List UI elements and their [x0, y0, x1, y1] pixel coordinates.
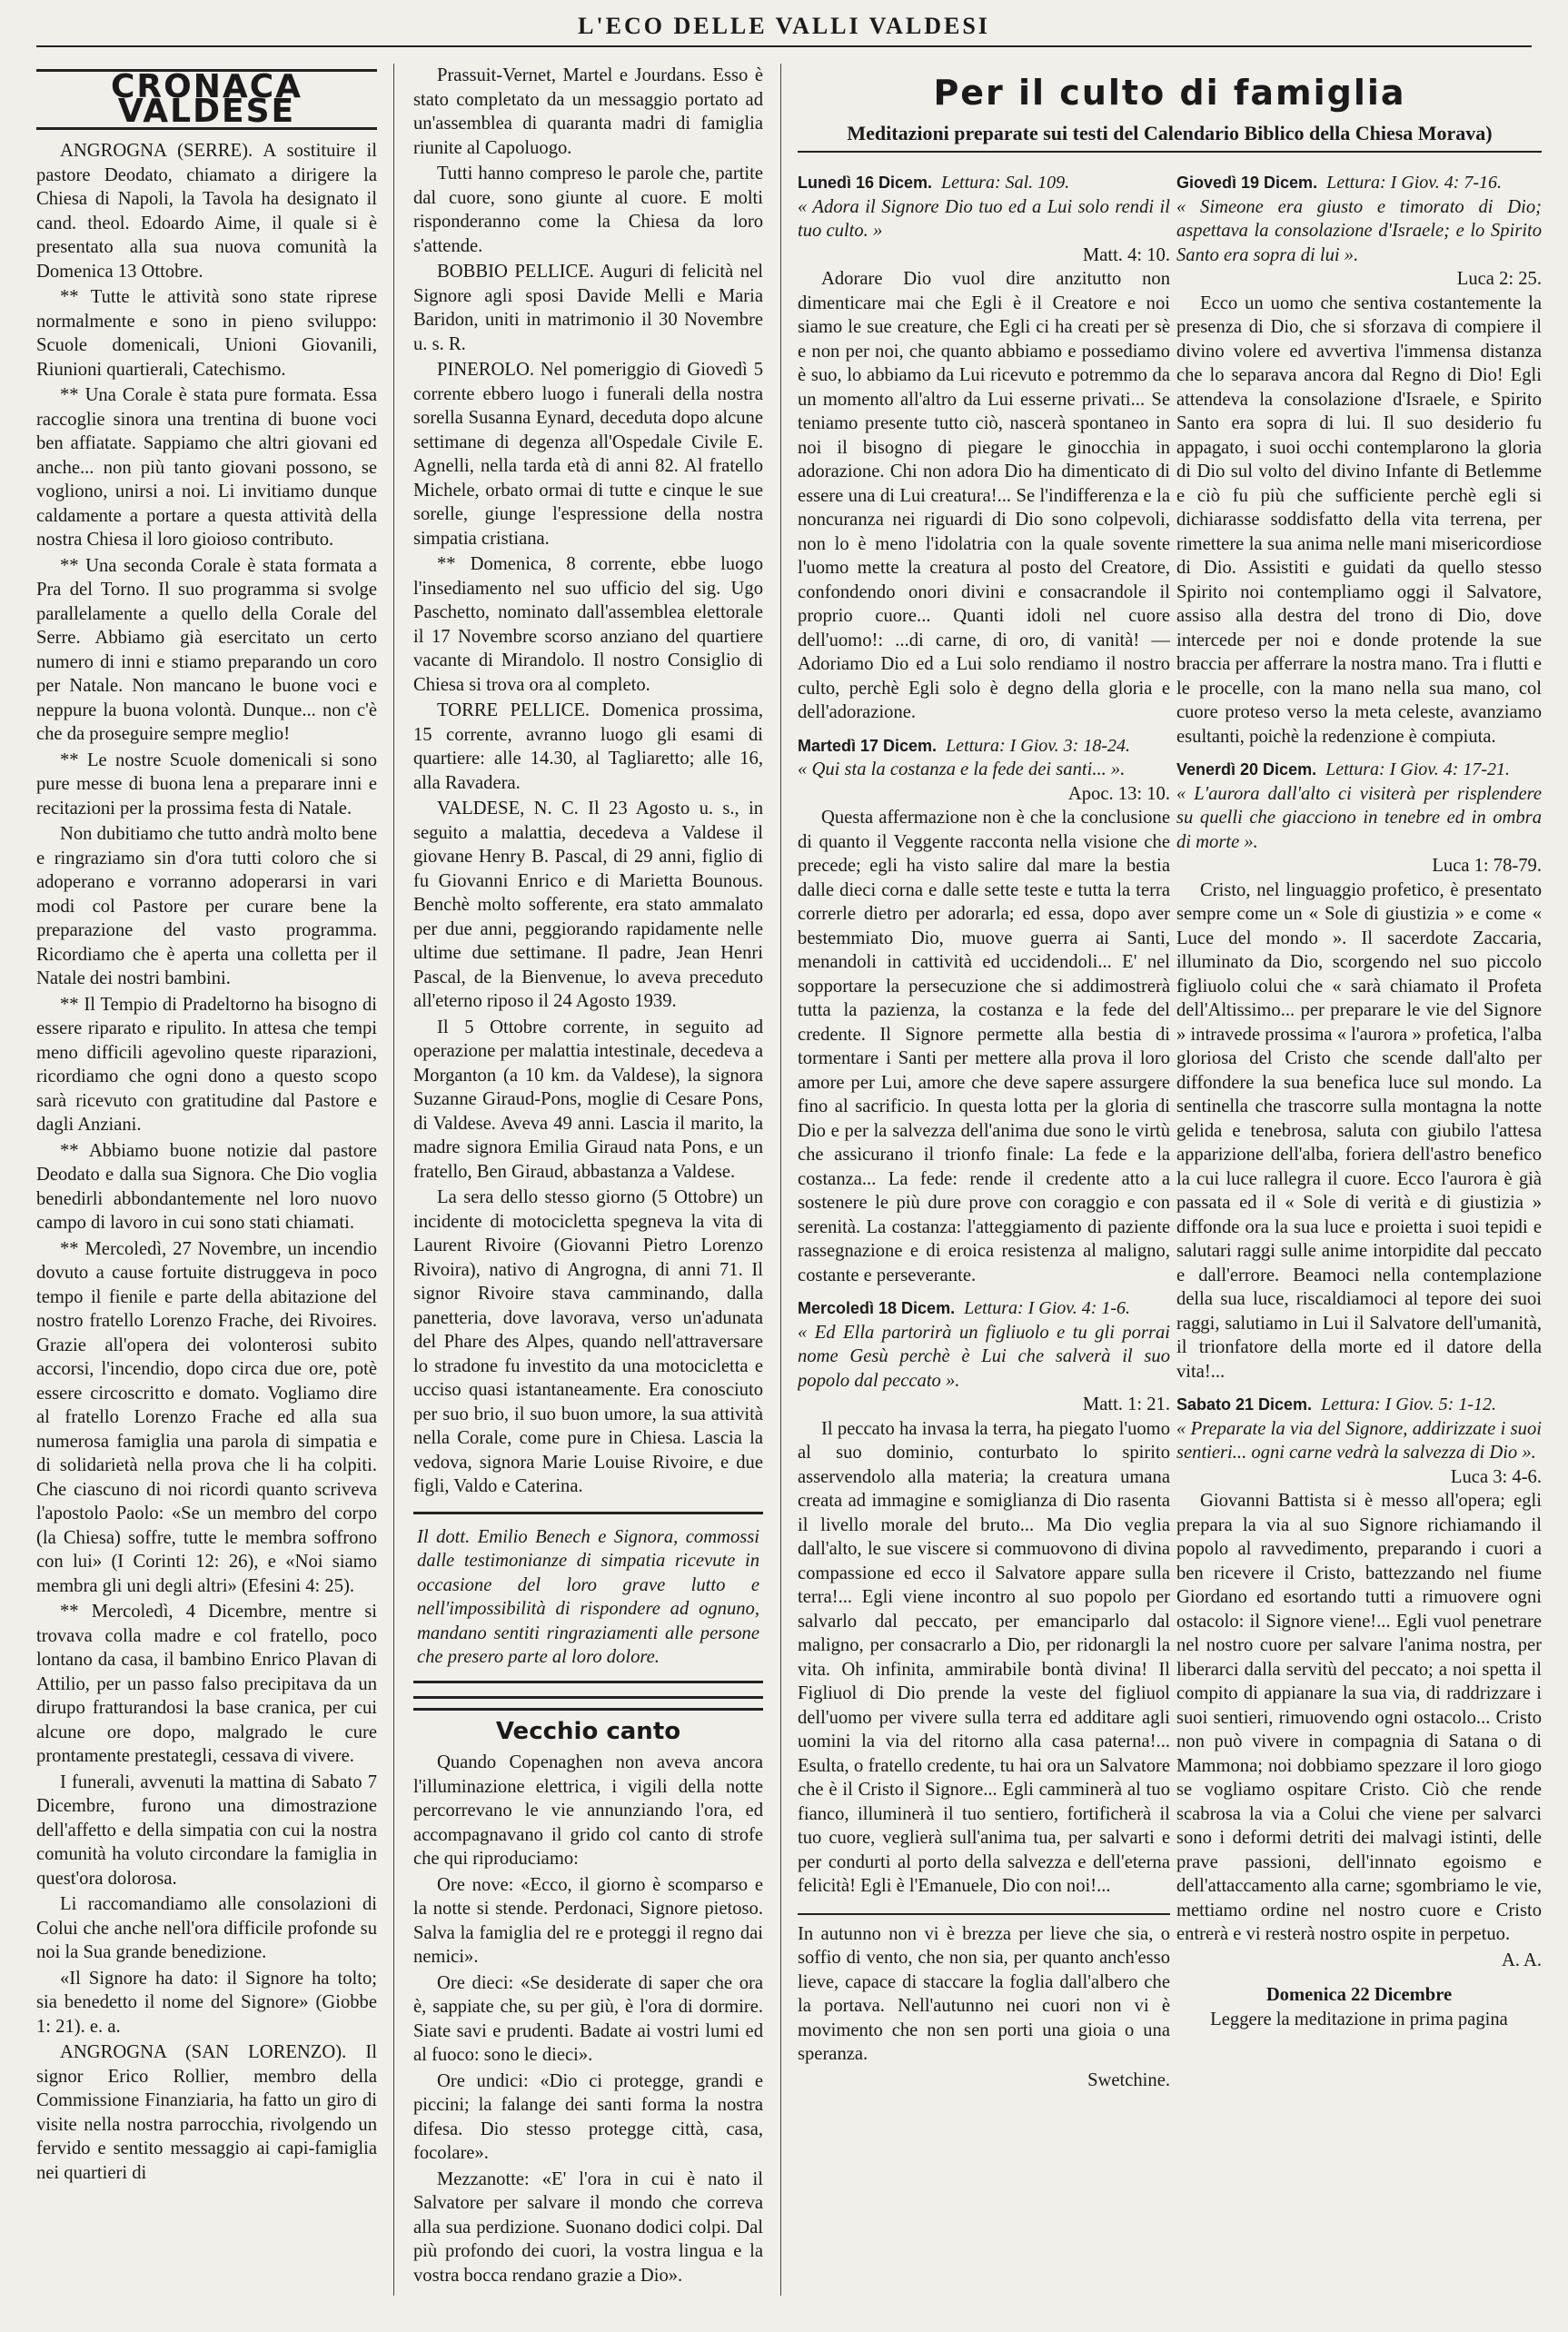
paragraph: ** Una Corale è stata pure formata. Essa raccoglie sinora una trentina di buone voci ben affiatate. Sappiamo che altri giovani ed anche... non più tanto giovani possono, se vogliono, unirsi a noi. Li invitiamo dunque caldamente a portare a questa attività della nostra Chiesa il loro gioioso contributo.	[36, 385, 377, 550]
paragraph: PINEROLO. Nel pomeriggio di Giovedì 5 corrente ebbero luogo i funerali della nostra sorella Susanna Eynard, deceduta dopo alcune settimane di degenza all'Ospedale Civile E. Agnelli, nella tarda età di anni 82. Al fratello Michele, orbato ormai di tutte e cinque le sue sorelle, giunge l'espressione della nostra simpatia cristiana.	[413, 360, 763, 549]
paragraph: «Il Signore ha dato: il Signore ha tolto; sia benedetto il nome del Signore» (Giobbe 1: 21). e. a.	[36, 1968, 377, 2037]
entry-day: Mercoledì 18 Dicem.	[798, 1299, 956, 1317]
paragraph: Ore nove: «Ecco, il giorno è scomparso e la notte si stende. Perdonaci, Signore pietoso. Salva la famiglia del re e proteggi il regno dai nemici».	[413, 1874, 763, 1967]
paragraph: Ecco un uomo che sentiva costantemente la presenza di Dio, che si sforzava di compiere il divino volere ed avvertiva l'immensa distanza che lo separava ancora dal Regno di Dio! Egli attendeva la consolazione d'Israele, e Spirito Santo era sopra di lui. Il suo desiderio fu appagato, i suoi occhi contemplarono la gloria di Dio sul volto del divino Infante di Betlemme e ciò fu più che sufficiente perchè egli si dichiarasse soddisfatto della vita terrena, per rimettere la sua anima nelle mani misericordiose di Dio. Assistiti e guidati da quello stesso Spirito noi contempliamo oggi il Salvatore, assiso alla destra del trono di Dio, dove intercede per noi e donde protende la sue braccia per afferrare la nostra mano. Tra i flutti e le procelle, con la mano nella sua mano, col cuore proteso verso la meta celeste, avanziamo esultanti, poichè la redenzione è compiuta.	[1176, 293, 1542, 747]
meditations-body	[1176, 171, 1542, 1947]
entry-day: Martedì 17 Dicem.	[798, 736, 938, 755]
entry-reading: Lettura: I Giov. 4: 1-6.	[964, 1298, 1131, 1318]
column-cronaca	[36, 64, 377, 2296]
paragraph: ANGROGNA (SAN LORENZO). Il signor Erico Rollier, membro della Commissione Finanziaria, ha fatto un giro di visite nella nostra parrocchia, rivolgendo un fervido e sentito messaggio ai capi-famiglia nei quartieri di	[36, 2042, 377, 2183]
paragraph: ** Il Tempio di Pradeltorno ha bisogno di essere riparato e ripulito. In attesa che tempi meno difficili agevolino queste riparazioni, ricordiamo che ogni dono a questo scopo sarà ricevuto con gratitudine dal Pastore e dagli Anziani.	[36, 994, 377, 1135]
paragraph: ** Abbiamo buone notizie dal pastore Deodato e dalla sua Signora. Che Dio voglia benedirli abbondantemente nel loro nuovo campo di lavoro in cui sono stati chiamati.	[36, 1140, 377, 1233]
paragraph: La sera dello stesso giorno (5 Ottobre) un incidente di motocicletta spegneva la vita di Laurent Rivoire (Giovanni Pietro Lorenzo Rivoira), nativo di Angrogna, di anni 71. Il signor Rivoire stava camminando, dalla panetteria, dove lavorava, verso un'adunata del Phare des Alpes, quando nell'attraversare lo stradone fu investito da una motocicletta e ucciso quasi istantaneamente. Era conosciuto per suo brio, il suo buon umore, la sua attività nella Corale, come pure in Chiesa. Lascia la vedova, signora Marie Louise Rivoire, e due figli, Valdo e Caterina.	[413, 1187, 763, 1496]
paragraph: Giovanni Battista si è messo all'opera; egli prepara la via al suo Signore richiamando il popolo al ravvedimento, preparando i cuori a ben ricevere il Cristo, battezzando nel fiume Giordano ed esortando tutti a rimuovere ogni ostacolo: il Signore viene!... Egli vuol penetrare nel nostro cuore per salvare l'anima nostra, per liberarci dalla servitù del peccato; a noi spetta il compito di appianare la sua via, di raddrizzare i suoi sentieri, rimuovendo ogni ostacolo... Cristo non può vivere in compagnia di Satana o di Mammona; noi dobbiamo spezzare il loro giogo se vogliamo ospitare Cristo. Ciò che rende scabrosa la via a Colui che viene per salvarci sono i deformi detriti dei malvagi istinti, delle prave passioni, dell'innato egoismo e dell'attaccamento alla carne; sgombriamo le vie, mettiamo ordine nel nostro cuore e Cristo entrerà e vi resterà nostro ospite in perpetuo.	[1176, 1491, 1542, 1944]
entry-citation: « Qui sta la costanza e la fede dei santi... ».	[798, 759, 1126, 779]
entry-day: Venerdì 20 Dicem.	[1176, 760, 1317, 779]
meditation-entry	[798, 1296, 1170, 1899]
section-rule	[413, 1696, 763, 1711]
autumn-quote: In autunno non vi è brezza per lieve che sia, o soffio di vento, che non sia, per quanto anch'esso lieve, capace di staccare la foglia dall'albero che la portava. Nell'autunno nei cuori non vi è movimento che non sen porti una gioia o una speranza.	[798, 1923, 1170, 2064]
culto-subtitle: Meditazioni preparate sui testi del Calendario Biblico della Chiesa Morava)	[798, 122, 1542, 153]
paragraph: Ore dieci: «Se desiderate di saper che ora è, sappiate che, su per giù, è l'ora di dormire. Siate savi e prudenti. Badate ai vostri lumi ed al fuoco: sono le dieci».	[413, 1972, 763, 2065]
entry-reading: Lettura: I Giov. 4: 17-21.	[1325, 759, 1511, 779]
paragraph: Il peccato ha invasa la terra, ha piegato l'uomo al suo dominio, conturbato lo spirito asservendolo alla materia; la creatura umana creata ad immagine e somiglianza di Dio rasenta il livello morale del bruto... Ma Dio veglia dall'alto, le sue viscere si commuovono di divina compassione ed ecco il Salvatore appare sulla terra!... Egli viene incontro al suo popolo per salvarlo dal peccato, per emanciparlo dal maligno, per consacrarlo a Dio, per ridonargli la vita. Oh infinita, ammirabile bontà divina! Il Figliuol di Dio prende la veste del figliuol dell'uomo per vivere sulla terra ed additare agli uomini la via del ritorno alla casa paterna!... Esulta, o fratello credente, tu hai ora un Salvatore che è il Cristo il Signore... Egli camminerà al tuo fianco, illuminerà il tuo sentiero, fortificherà il tuo cuore, veglierà sull'anima tua, per salvarti e per condurti al porto della salvezza e dell'eterna felicità! Egli è l'Emanuele, Dio con noi!...	[798, 1418, 1170, 1896]
meditation-entry	[1176, 171, 1542, 749]
entry-day: Sabato 21 Dicem.	[1176, 1395, 1313, 1414]
entry-reading: Lettura: I Giov. 4: 7-16.	[1326, 173, 1503, 193]
paragraph: Mezzanotte: «E' l'ora in cui è nato il Salvatore per salvare il mondo che correva alla sua perdizione. Suonano dodici colpi. Dal più profondo dei cuori, la vostra lingua e la vostra bocca rendano grazie a Dio».	[413, 2168, 763, 2286]
running-head: L'ECO DELLE VALLI VALDESI	[36, 13, 1532, 47]
paragraph: ** Le nostre Scuole domenicali si sono pure messe di buona lena a preparare inni e recitazioni per la prossima festa di Natale.	[36, 749, 377, 819]
domenica-title: Domenica 22 Dicembre	[1265, 1985, 1453, 2005]
paragraph: Quando Copenaghen non aveva ancora l'illuminazione elettrica, i vigili della notte percorrevano le vie annunziando l'ora, ed accompagnavano il grido col canto di strofe che qui riproduciamo:	[413, 1752, 763, 1869]
entry-day: Lunedì 16 Dicem.	[798, 174, 933, 192]
paragraph: Prassuit-Vernet, Martel e Jourdans. Esso è stato completato da un messaggio portato ad un'assemblea di quaranta madri di famiglia riunite al Capoluogo.	[413, 65, 763, 158]
column-news-continued	[413, 64, 763, 2296]
entry-citation: « Simeone era giusto e timorato di Dio; aspettava la consolazione d'Israele; e lo Spirito Santo era sopra di lui ».	[1176, 196, 1542, 265]
entry-header	[798, 171, 1170, 195]
entry-reference: Luca 2: 25.	[1456, 269, 1542, 289]
entry-reading: Lettura: Sal. 109.	[941, 173, 1070, 193]
paragraph: TORRE PELLICE. Domenica prossima, 15 corrente, avranno luogo gli esami di quartiere: alle 14.30, al Tagliaretto; alle 16, alla Ravadera.	[413, 700, 763, 793]
paragraph: ** Domenica, 8 corrente, ebbe luogo l'insediamento nel suo ufficio del sig. Ugo Paschetto, nominato dall'assemblea elettorale il 17 Novembre scorso anziano del quartiere vacante di Mirandolo. Il nostro Consiglio di Chiesa si trova ora al completo.	[413, 554, 763, 695]
paragraph: ** Una seconda Corale è stata formata a Pra del Torno. Il suo programma si svolge parallelamente a quello della Corale del Serre. Abbiamo già esercitato un certo numero di inni e stiamo preparando un coro per Natale. Non mancano le buone voci e neppure la buona volontà. Dunque... non c'è che da proseguire sempre meglio!	[36, 555, 377, 744]
entry-citation: « Adora il Signore Dio tuo ed a Lui solo rendi il tuo culto. »	[798, 196, 1170, 241]
column-meditations-1	[798, 162, 1170, 2296]
thanks-notice: Il dott. Emilio Benech e Signora, commossi dalle testimonianze di simpatia ricevute in occasione del loro grave lutto e nell'impossibilità di rispondere ad ognuno, mandano sentiti ringraziamenti alle persone che presero parte al loro dolore.	[413, 1512, 763, 1683]
culto-header	[798, 73, 1542, 153]
entry-reference: Luca 1: 78-79.	[1432, 856, 1542, 876]
column-rule	[780, 64, 781, 2296]
paragraph: ** Tutte le attività sono state riprese normalmente e sono in pieno sviluppo: Scuole domenicali, Unioni Giovanili, Riunioni quartierali, Catechismo.	[36, 287, 377, 380]
paragraph: Il 5 Ottobre corrente, in seguito ad operazione per malattia intestinale, decedeva a Morganton (a 10 km. da Valdese), la signora Suzanne Giraud-Pons, moglie di Cesare Pons, di Valdese. Aveva 49 anni. Lascia il marito, la madre signora Emilia Giraud nata Pons, e un fratello, Ben Giraud, abbastanza a Valdese.	[413, 1017, 763, 1182]
entry-header	[798, 1296, 1170, 1321]
autumn-quote-box	[798, 1913, 1170, 2093]
entry-citation: « Preparate la via del Signore, addirizzate i suoi sentieri... ogni carne vedrà la salvezza di Dio ».	[1176, 1418, 1542, 1463]
canto-title: Vecchio canto	[495, 1717, 681, 1745]
entry-header	[1176, 171, 1542, 195]
paragraph: ANGROGNA (SERRE). A sostituire il pastore Deodato, chiamato a dirigere la Chiesa di Napoli, la Tavola ha designato il cand. theol. Edoardo Aime, il quale si è presentato alla sua nuova comunità la Domenica 13 Ottobre.	[36, 141, 377, 282]
culto-title: Per il culto di famiglia	[933, 73, 1406, 113]
paragraph: Ore undici: «Dio ci protegge, grandi e piccini; la falange dei santi forma la nostra difesa. Dio stesso protegge città, casa, focolare».	[413, 2070, 763, 2163]
canto-body	[413, 1751, 763, 2287]
cronaca-body	[36, 139, 377, 2185]
entry-citation: « Ed Ella partorirà un figliuolo e tu gli porrai nome Gesù perchè è Lui che salverà il suo popolo dal peccato ».	[798, 1322, 1170, 1391]
paragraph: ** Mercoledì, 4 Dicembre, mentre si trovava colla madre e col fratello, poco lontano da casa, il bambino Enrico Plavan di Attilio, per un passo falso precipitava da un dirupo fratturandosi la base cranica, per cui alcune ore dopo, malgrado le cure prontamente prestategli, cessava di vivere.	[36, 1602, 377, 1766]
column-rule	[393, 64, 394, 2296]
entry-header	[798, 734, 1170, 759]
column-meditations-2	[1176, 162, 1542, 2296]
quote-author: Swetchine.	[1087, 2069, 1170, 2090]
entry-reference: Apoc. 13: 10.	[1067, 783, 1170, 804]
news-body	[413, 64, 763, 1499]
domenica-text: Leggere la meditazione in prima pagina	[1210, 2009, 1508, 2029]
signature: A. A.	[1501, 1950, 1542, 1970]
entry-reading: Lettura: I Giov. 3: 18-24.	[946, 735, 1130, 756]
meditation-entry	[1176, 758, 1542, 1384]
entry-reading: Lettura: I Giov. 5: 1-12.	[1321, 1394, 1496, 1414]
entry-citation: « L'aurora dall'alto ci visiterà per risplendere su quelli che giacciono in tenebre ed in ombra di morte ».	[1176, 783, 1542, 852]
entry-header	[1176, 758, 1542, 782]
meditations-body	[798, 171, 1170, 1899]
paragraph: Questa affermazione non è che la conclusione di quanto il Veggente racconta nella visione che precede; egli ha visto salire dal mare la bestia dalle dieci corna e dalle sette teste e tutta la terra correrle dietro per adorarla; ed essa, dopo aver bestemmiato Dio, muove guerra ai Santi, menandoli in cattività ed uccidendoli... E' nel sopportare la persecuzione che si addimostrerà tutta la pazienza, la costanza e la fede del credente. Il Signore permette alla bestia di tormentare i Santi per mettere alla prova il loro amore per Lui, amore che deve sapere assurgere fino al sacrificio. In questa lotta per la gloria di Dio e per la salvezza dell'anima due sono le virtù che assicurano il trionfo finale: La fede e la costanza... La fede: rende il credente atto a sostenere le più dure prove con coraggio e con serenità. La costanza: l'atteggiamento di paziente rassegnazione e di eroica resistenza al maligno, costante e perseverante.	[798, 808, 1170, 1285]
paragraph: I funerali, avvenuti la mattina di Sabato 7 Dicembre, furono una dimostrazione dell'affetto e della simpatia con cui la nostra comunità ha voluto circondare la famiglia in quest'ora dolorosa.	[36, 1771, 377, 1889]
cronaca-title: CRONACA VALDESE	[36, 69, 377, 130]
paragraph: Adorare Dio vuol dire anzitutto non dimenticare mai che Egli è il Creatore e noi siamo le sue creature, che Egli ci ha creati per sè e non per noi, che quanto abbiamo e possediamo è suo, lo abbiamo da Lui ricevuto e potremmo da un momento all'altro da Lui esserne privati... Se teniamo presente tutto ciò, nascerà spontaneo in noi il bisogno di piegare le ginocchia in adorazione. Chi non adora Dio ha dimenticato di essere una di Lui creatura!... Se l'indifferenza e la noncuranza nei riguardi di Dio sono colpevoli, non lo è meno l'idolatria con la quale sovente l'uomo mette la creatura al posto del Creatore, confondendo onori divini e consacrandole il proprio cuore... Quanti idoli nel cuore dell'uomo!: ...di carne, di oro, di vanità! — Adoriamo Dio ed a Lui solo rendiamo il nostro culto, perchè Egli solo è degno della gloria e dell'adorazione.	[798, 269, 1170, 722]
entry-reference: Luca 3: 4-6.	[1450, 1466, 1542, 1487]
paragraph: VALDESE, N. C. Il 23 Agosto u. s., in seguito a malattia, decedeva a Valdese il giovane Henry B. Pascal, di 29 anni, figlio di fu Giovanni Enrico e di Marietta Bounous. Benchè molto sofferente, era stato ammalato per due anni, peggiorando rapidamente nelle ultime due settimane. Il padre, Jean Henri Pascal, de la Bienvenue, lo aveva preceduto all'eterno riposo il 24 Agosto 1939.	[413, 799, 763, 1011]
paragraph: Tutti hanno compreso le parole che, partite dal cuore, sono giunte al cuore. E molti risponderanno come la Chiesa da loro s'attende.	[413, 164, 763, 256]
paragraph: BOBBIO PELLICE. Auguri di felicità nel Signore agli sposi Davide Melli e Maria Baridon, uniti in matrimonio il 30 Novembre u. s. R.	[413, 262, 763, 354]
paragraph: ** Mercoledì, 27 Novembre, un incendio dovuto a cause fortuite distruggeva in poco tempo il fienile e parte della abitazione del nostro fratello Lorenzo Frache, dei Rivoires. Grazie all'opera dei volonterosi subito accorsi, l'incendio, dopo circa due ore, potè essere circoscritto e domato. Vogliamo dire al fratello Lorenzo Frache ed alla sua numerosa famiglia una parola di simpatia e di solidarietà nella prova che li ha colpiti. Che ciascuno di noi ricordi quanto scriveva l'apostolo Paolo: «Se un membro del corpo (la Chiesa) soffre, tutte le membra soffrono con lui» (I Corinti 12: 26), e «Noi siamo membra gli uni degli altri» (Efesini 4: 25).	[36, 1238, 377, 1596]
entry-header	[1176, 1393, 1542, 1417]
meditation-entry	[798, 734, 1170, 1288]
meditation-entry	[1176, 1393, 1542, 1947]
meditation-entry	[798, 171, 1170, 725]
paragraph: Li raccomandiamo alle consolazioni di Colui che anche nell'ora difficile profonde su noi la Sua grande benedizione.	[36, 1894, 377, 1962]
entry-reference: Matt. 1: 21.	[1082, 1394, 1170, 1414]
entry-reference: Matt. 4: 10.	[1082, 244, 1170, 265]
entry-day: Giovedì 19 Dicem.	[1176, 174, 1318, 192]
paragraph: Non dubitiamo che tutto andrà molto bene e ringraziamo sin d'ora tutti coloro che si adoperano e vorranno adoperarsi in vari modi col Pastore per curare bene la preparazione del vasto programma. Ricordiamo che è aperta una colletta per il Natale dei nostri bambini.	[36, 824, 377, 988]
paragraph: Cristo, nel linguaggio profetico, è presentato sempre come un « Sole di giustizia » e come « Luce del mondo ». Il sacerdote Zaccaria, illuminato da Dio, scorgendo nel suo piccolo figliuolo colui che « sarà chiamato il Profeta dell'Altissimo... per preparare le vie del Signore » intravede prossima « l'aurora » profetica, l'alba gloriosa del Cristo che scende dall'alto per diffondere la sua benefica luce sul mondo. La sentinella che trascorre sulla montagna la notte gelida e tenebrosa, saluta con giubilo l'attesa apparizione dell'alba, foriera dell'astro benefico la cui luce rallegra il cuore. Ecco l'aurora è già passata ed il « Sole di verità e di giustizia » diffonde ora la sua luce e proietta i suoi tepidi e salutari raggi sulle anime intorpidite dal peccato e dall'errore. Beamoci nella contemplazione della sua luce, riscaldiamoci al tepore dei suoi raggi, salutiamo in Lui il Salvatore dell'umanità, il trionfatore della morte ed il datore della vita!...	[1176, 879, 1542, 1382]
